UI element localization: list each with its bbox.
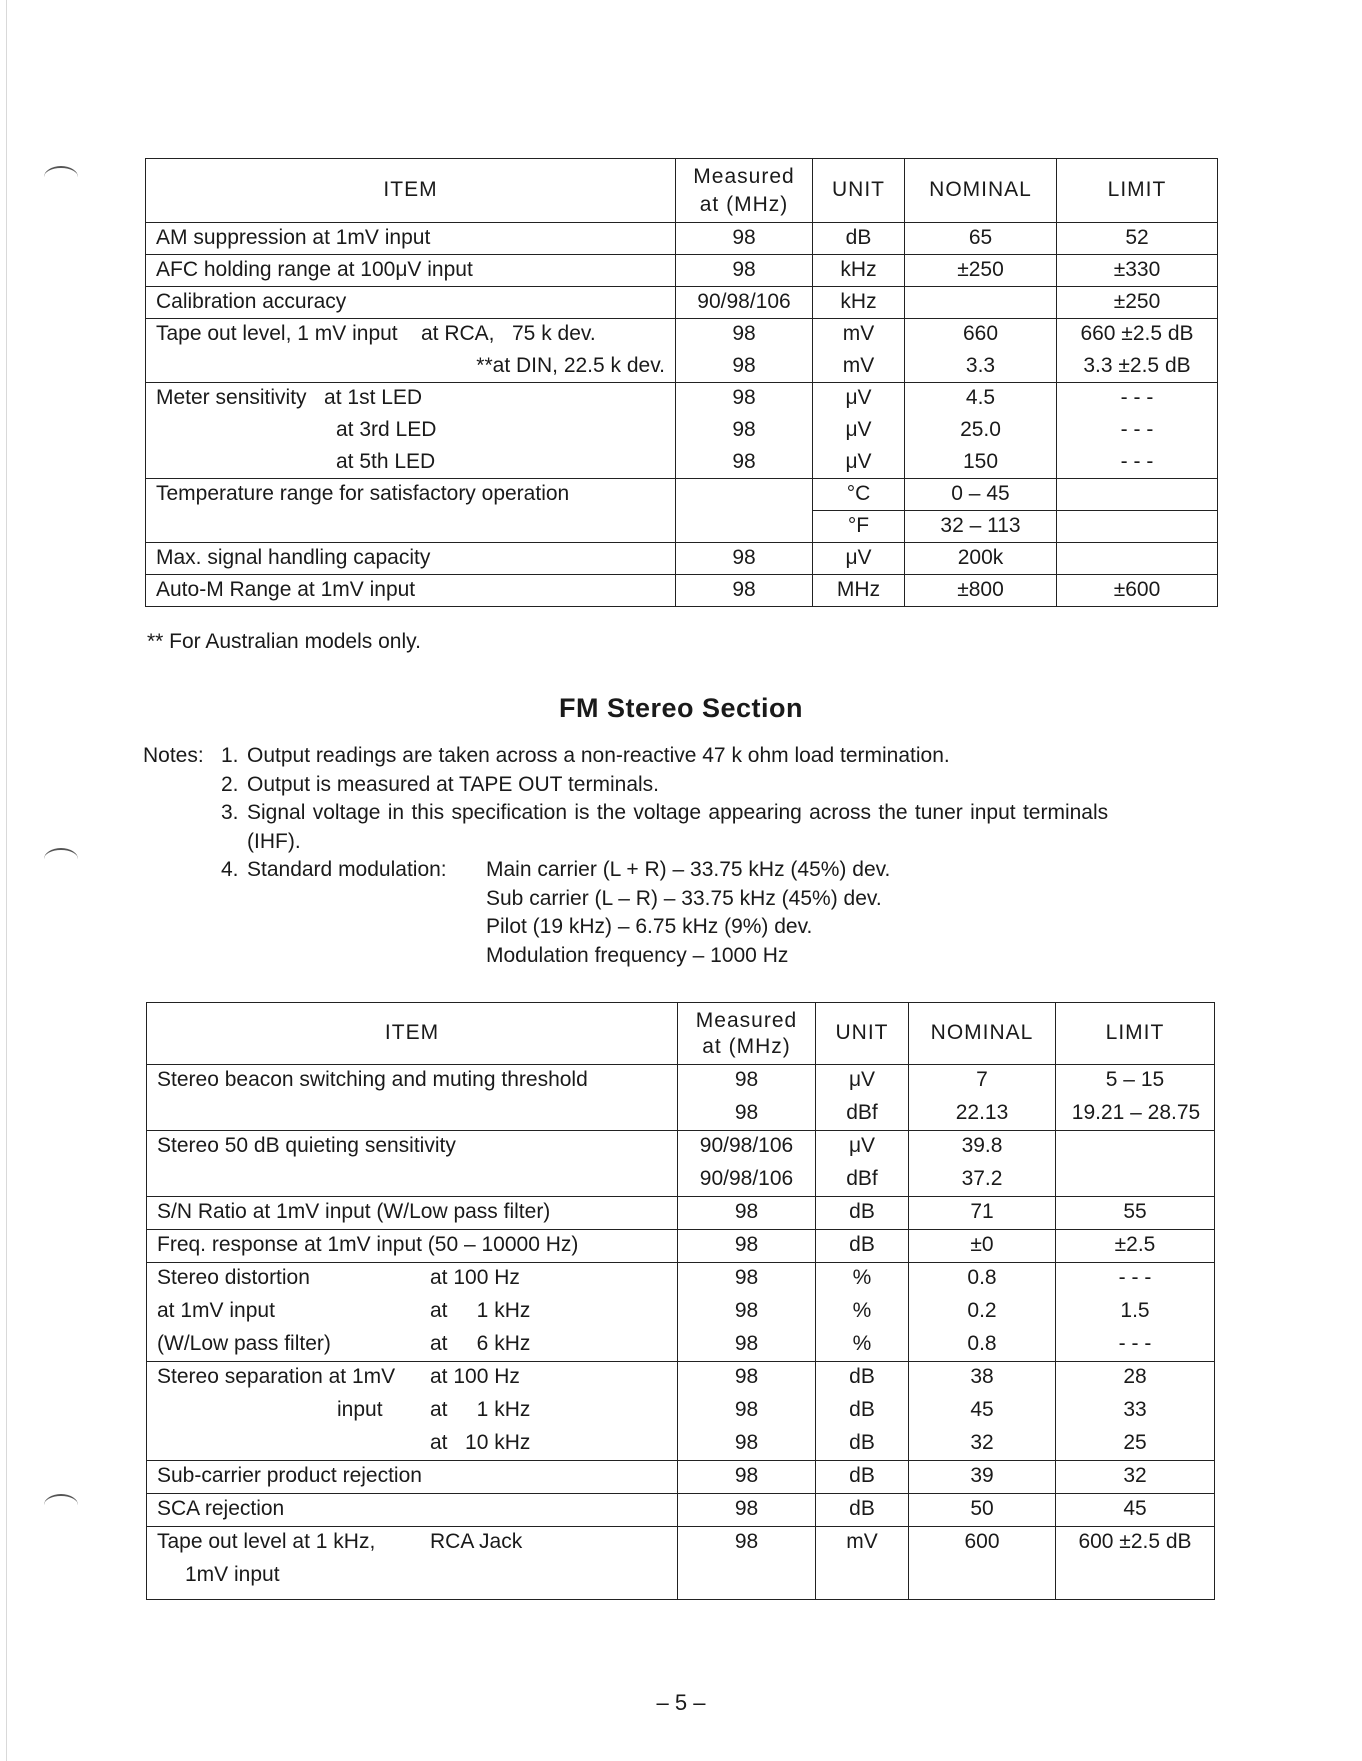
- cell-unit: %: [816, 1263, 909, 1296]
- table-row: at 5th LED 98 μV 150 - - -: [146, 447, 1218, 479]
- cell-mhz: 98: [678, 1362, 816, 1395]
- table-row: Calibration accuracy 90/98/106 kHz ±250: [146, 287, 1218, 319]
- cell-limit: 45: [1056, 1494, 1215, 1527]
- item-label: (W/Low pass filter): [157, 1331, 331, 1355]
- cell-unit: dB: [816, 1461, 909, 1494]
- note-item: 4. Standard modulation: Main carrier (L + R) – 33.75 kHz (45%) dev.: [221, 858, 891, 881]
- table-row: Max. signal handling capacity 98 μV 200k: [146, 543, 1218, 575]
- cell-nominal: 7: [909, 1065, 1056, 1098]
- item-condition: at 100 Hz: [430, 1365, 520, 1388]
- cell-nominal: 600: [909, 1527, 1056, 1560]
- binder-hole-mark: [44, 1494, 78, 1516]
- modulation-line: Sub carrier (L – R) – 33.75 kHz (45%) dev.: [486, 886, 882, 910]
- section-title: FM Stereo Section: [558, 693, 804, 723]
- table-row: [147, 1065, 1215, 1098]
- table-row: [147, 1098, 1215, 1131]
- item-label: Stereo 50 dB quieting sensitivity: [157, 1134, 456, 1157]
- cell-unit: dB: [816, 1230, 909, 1263]
- cell-limit: - - -: [1056, 1263, 1215, 1296]
- cell-unit: μV: [816, 1065, 909, 1098]
- table-row: AFC holding range at 100μV input 98 kHz ±250 ±330: [146, 255, 1218, 287]
- item-condition: at 1 kHz: [430, 1298, 531, 1322]
- table-row: [147, 1428, 1215, 1461]
- table-row: Auto-M Range at 1mV input 98 MHz ±800 ±600: [146, 575, 1218, 607]
- table-row: [147, 1296, 1215, 1329]
- table-row: [147, 1527, 1215, 1560]
- cell-limit: 600 ±2.5 dB: [1056, 1527, 1215, 1560]
- table-row: Temperature range for satisfactory operation °C 0 – 45: [146, 479, 1218, 511]
- table-row: [147, 1461, 1215, 1494]
- table-row: [147, 1164, 1215, 1197]
- cell-nominal: 0.8: [909, 1329, 1056, 1362]
- item-condition: at 100 Hz: [430, 1266, 520, 1289]
- cell-mhz: 98: [678, 1197, 816, 1230]
- note-item: (IHF).: [247, 829, 301, 853]
- cell-mhz: 98: [678, 1395, 816, 1428]
- cell-mhz: 90/98/106: [678, 1131, 816, 1164]
- header-nominal: NOMINAL: [905, 159, 1057, 223]
- cell-mhz: 98: [678, 1230, 816, 1263]
- header-nominal: NOMINAL: [909, 1003, 1056, 1065]
- item-condition: at 1 kHz: [430, 1397, 531, 1421]
- cell-mhz: 98: [678, 1098, 816, 1131]
- modulation-line: Modulation frequency – 1000 Hz: [486, 943, 789, 967]
- cell-limit: 1.5: [1056, 1296, 1215, 1329]
- item-label: SCA rejection: [157, 1497, 285, 1520]
- cell-nominal: 50: [909, 1494, 1056, 1527]
- cell-unit: μV: [816, 1131, 909, 1164]
- header-unit: UNIT: [816, 1003, 909, 1065]
- table-row: [147, 1395, 1215, 1428]
- cell-limit: 55: [1056, 1197, 1215, 1230]
- item-condition: RCA Jack: [430, 1530, 523, 1553]
- cell-mhz: 98: [678, 1329, 816, 1362]
- header-unit: UNIT: [813, 159, 905, 223]
- cell-unit: dB: [816, 1197, 909, 1230]
- note-item: 1. Output readings are taken across a non-reactive 47 k ohm load termination.: [221, 744, 950, 767]
- notes-label: Notes:: [143, 744, 204, 767]
- cell-limit: ±2.5: [1056, 1230, 1215, 1263]
- cell-unit: dB: [816, 1494, 909, 1527]
- item-label: Tape out level at 1 kHz,: [157, 1530, 376, 1553]
- cell-nominal: 71: [909, 1197, 1056, 1230]
- binder-hole-mark: [44, 166, 78, 188]
- table-row: °F 32 – 113: [146, 511, 1218, 543]
- footnote: ** For Australian models only.: [147, 630, 421, 653]
- table-row: AM suppression at 1mV input 98 dB 65 52: [146, 223, 1218, 255]
- cell-unit: dB: [816, 1362, 909, 1395]
- cell-mhz: 98: [678, 1065, 816, 1098]
- cell-mhz: 98: [678, 1461, 816, 1494]
- cell-limit: 5 – 15: [1056, 1065, 1215, 1098]
- table-row: [147, 1230, 1215, 1263]
- cell-nominal: 38: [909, 1362, 1056, 1395]
- cell-nominal: 22.13: [909, 1098, 1056, 1131]
- cell-nominal: 39.8: [909, 1131, 1056, 1164]
- cell-nominal: 0.2: [909, 1296, 1056, 1329]
- cell-nominal: 32: [909, 1428, 1056, 1461]
- header-measured: Measured at (MHz): [676, 159, 813, 223]
- header-item: ITEM: [147, 1003, 678, 1065]
- cell-unit: %: [816, 1329, 909, 1362]
- cell-nominal: 0.8: [909, 1263, 1056, 1296]
- table-row: Meter sensitivity at 1st LED 98 μV 4.5 - - -: [146, 383, 1218, 415]
- page-edge: [6, 0, 7, 1761]
- cell-limit: 32: [1056, 1461, 1215, 1494]
- cell-unit: %: [816, 1296, 909, 1329]
- item-condition: at 6 kHz: [430, 1331, 531, 1355]
- item-label: at 1mV input: [157, 1298, 275, 1322]
- header-limit: LIMIT: [1056, 1003, 1215, 1065]
- cell-unit: mV: [816, 1527, 909, 1560]
- item-label: Stereo beacon switching and muting threshold: [157, 1068, 588, 1091]
- header-item: ITEM: [146, 159, 676, 223]
- header-limit: LIMIT: [1057, 159, 1218, 223]
- cell-limit: 25: [1056, 1428, 1215, 1461]
- item-label: Freq. response at 1mV input (50 – 10000 Hz): [157, 1233, 579, 1256]
- cell-mhz: 98: [678, 1428, 816, 1461]
- fm-spec-table: [145, 158, 1218, 607]
- binder-hole-mark: [44, 848, 78, 870]
- cell-mhz: [678, 1560, 816, 1600]
- cell-limit: [1056, 1164, 1215, 1197]
- cell-nominal: ±0: [909, 1230, 1056, 1263]
- cell-mhz: 98: [678, 1527, 816, 1560]
- fm-stereo-spec-table: [146, 1002, 1215, 1600]
- cell-unit: [816, 1560, 909, 1600]
- table-row: [147, 1131, 1215, 1164]
- cell-mhz: 98: [678, 1296, 816, 1329]
- header-measured: Measured at (MHz): [678, 1003, 816, 1065]
- cell-unit: dB: [816, 1428, 909, 1461]
- cell-limit: 33: [1056, 1395, 1215, 1428]
- item-condition: at 10 kHz: [430, 1430, 531, 1454]
- table-row: [147, 1494, 1215, 1527]
- table-row: [147, 1197, 1215, 1230]
- cell-unit: dB: [816, 1395, 909, 1428]
- item-label: S/N Ratio at 1mV input (W/Low pass filter): [157, 1200, 551, 1223]
- table-row: [147, 1560, 1215, 1600]
- cell-nominal: [909, 1560, 1056, 1600]
- item-label: Stereo distortion: [157, 1266, 310, 1289]
- cell-limit: [1056, 1560, 1215, 1600]
- cell-unit: dBf: [816, 1164, 909, 1197]
- table-row: [147, 1329, 1215, 1362]
- cell-mhz: 98: [678, 1263, 816, 1296]
- cell-limit: [1056, 1131, 1215, 1164]
- table-row: [147, 1362, 1215, 1395]
- cell-nominal: 45: [909, 1395, 1056, 1428]
- page-number: – 5 –: [656, 1690, 706, 1715]
- note-item: 3. Signal voltage in this specification is the voltage appearing across the tuner input terminals: [221, 801, 1109, 824]
- cell-mhz: 90/98/106: [678, 1164, 816, 1197]
- cell-mhz: 98: [678, 1494, 816, 1527]
- cell-nominal: 39: [909, 1461, 1056, 1494]
- table-row: [147, 1263, 1215, 1296]
- item-label: Sub-carrier product rejection: [157, 1464, 422, 1487]
- modulation-line: Pilot (19 kHz) – 6.75 kHz (9%) dev.: [486, 915, 813, 938]
- item-label: 1mV input: [185, 1562, 280, 1586]
- note-item: 2. Output is measured at TAPE OUT terminals.: [221, 772, 659, 796]
- notes-list: [221, 742, 1221, 970]
- table-row: Tape out level, 1 mV input at RCA, 75 k dev. 98 mV 660 660 ±2.5 dB: [146, 319, 1218, 351]
- cell-nominal: 37.2: [909, 1164, 1056, 1197]
- item-label: input: [337, 1397, 383, 1421]
- cell-limit: - - -: [1056, 1329, 1215, 1362]
- cell-unit: dBf: [816, 1098, 909, 1131]
- cell-limit: 28: [1056, 1362, 1215, 1395]
- table-row: at 3rd LED 98 μV 25.0 - - -: [146, 415, 1218, 447]
- table-row: **at DIN, 22.5 k dev. 98 mV 3.3 3.3 ±2.5 dB: [146, 351, 1218, 383]
- cell-limit: 19.21 – 28.75: [1056, 1098, 1215, 1131]
- item-label: Stereo separation at 1mV: [157, 1365, 396, 1388]
